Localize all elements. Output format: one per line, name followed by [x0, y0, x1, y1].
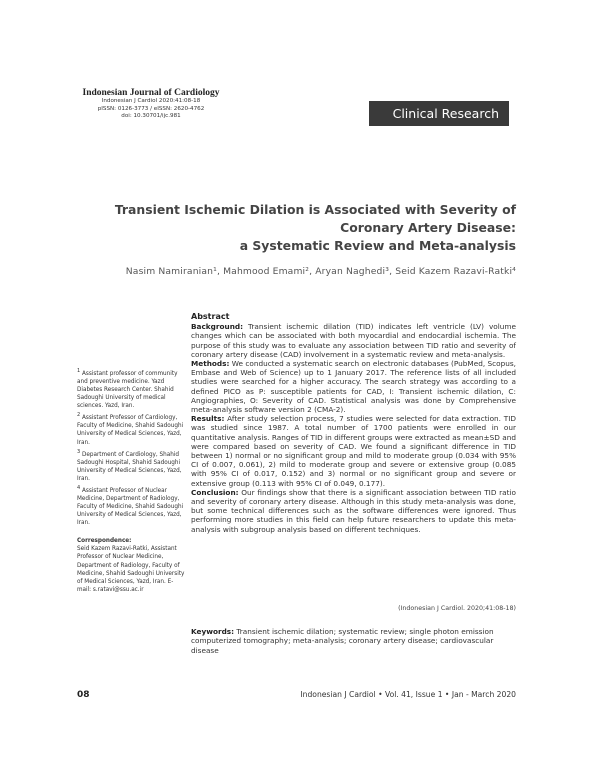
abstract-section — [191, 312, 516, 534]
journal-citation: Indonesian J Cardiol 2020:41:08-18 — [101, 98, 201, 104]
abstract-heading: Abstract — [191, 312, 230, 321]
journal-doi: doi: 10.30701/ijc.981 — [121, 113, 181, 120]
section-banner: Clinical Research — [369, 101, 509, 126]
affiliation-note: $^3$ Department of Cardiology, Shahid Sadoughi Hospital, Shahid Sadoughi University of Medical Sciences, Yazd, Iran. — [77, 448, 182, 482]
affiliation-note: $^2$ Assistant Professor of Cardiology, Faculty of Medicine, Shahid Sadoughi University of Medical Sciences, Yazd, Iran. — [77, 412, 184, 446]
abstract-background: Background: Transient ischemic dilation (TID) indicates left ventricle (LV) volume changes which can be associated with both myocardial and endocardial ischemia. The purpose of this study was to evaluate any association between TID ratio and severity of coronary artery disease (CAD) involvement in a systematic review and meta-analysis. — [191, 322, 516, 359]
keywords: Keywords: Transient ischemic dilation; systematic review; single photon emission computerized tomography; meta-analysis; coronary artery disease; cardiovascular disease — [191, 627, 494, 655]
title-line-2: Coronary Artery Disease: — [340, 220, 516, 235]
correspondence-text: Seid Kazem Razavi-Ratki, Assistant Professor of Nuclear Medicine, Department of Radiology, Faculty of Medicine, Shahid Sadoughi University of Medical Sciences, Yazd, Iran. E-mail: s.ratavi@ssu.ac.ir — [77, 546, 185, 593]
journal-name: Indonesian Journal of Cardiology — [82, 88, 220, 98]
journal-issn: pISSN: 0126-3773 / eISSN: 2620-4762 — [97, 105, 205, 112]
title-line-1: Transient Ischemic Dilation is Associated with Severity of — [114, 202, 516, 217]
title-line-3: a Systematic Review and Meta-analysis — [239, 238, 516, 253]
abstract-citation: (Indonesian J Cardiol. 2020;41:08-18) — [398, 605, 516, 612]
article-title — [115, 201, 516, 255]
affiliation-note: $^4$ Assistant Professor of Nuclear Medicine, Department of Radiology, Faculty of Medicine, Shahid Sadoughi University of Medical Sciences, Yazd, Iran. — [77, 484, 184, 527]
author-list: Nasim Namiranian¹, Mahmood Emami², Aryan Naghedi³, Seid Kazem Razavi-Ratki⁴ — [125, 266, 516, 277]
correspondence-heading: Correspondence: — [77, 538, 132, 545]
running-footer: Indonesian J Cardiol • Vol. 41, Issue 1 • Jan - March 2020 — [300, 690, 516, 699]
abstract-conclusion: Conclusion: Our findings show that there is a significant association between TID ratio and severity of coronary artery disease. Although in this study meta-analysis was done, but some technical differences such as the software differences were ignored. Thus performing more studies in this field can help future researchers to update this meta-analysis with subgroup analysis based on different techniques. — [191, 487, 516, 534]
affiliations-column — [77, 367, 185, 594]
affiliation-note: $^1$ Assistant professor of community and preventive medicine. Yazd Diabetes Research Center. Shahid Sadoughi University of medical sciences. Yazd, Iran. — [77, 368, 178, 410]
page-number: 08 — [77, 690, 90, 700]
abstract-results: Results: After study selection process, 7 studies were selected for data extraction. TID was studied since 1987. A total number of 1700 patients were enrolled in our quantitative analysis. Ranges of TID in different groups were extracted as mean±SD and were compared based on severity of CAD. We found a significant difference in TID between 1) normal or no significant group and mild to moderate group (0.034 with 95% CI of 0.007, 0.061), 2) mild to moderate group and severe or extensive group (0.085 with 95% CI of 0.017, 0.152) and 3) normal or no significant group and severe or extensive group (0.113 with 95% CI of 0.049, 0.177). — [191, 414, 516, 488]
abstract-methods: Methods: We conducted a systematic search on electronic databases (PubMed, Scopus, Embase and Web of Science) up to 1 January 2017. The reference lists of all included studies were searched for a higher accuracy. The search strategy was according to a defined PICO as P: susceptible patients for CAD, I: Transient ischemic dilation, C: Angiographies, O: Severity of CAD. Statistical analysis was done by Comprehensive meta-analysis software version 2 (CMA-2). — [191, 359, 516, 415]
journal-header — [77, 88, 225, 121]
